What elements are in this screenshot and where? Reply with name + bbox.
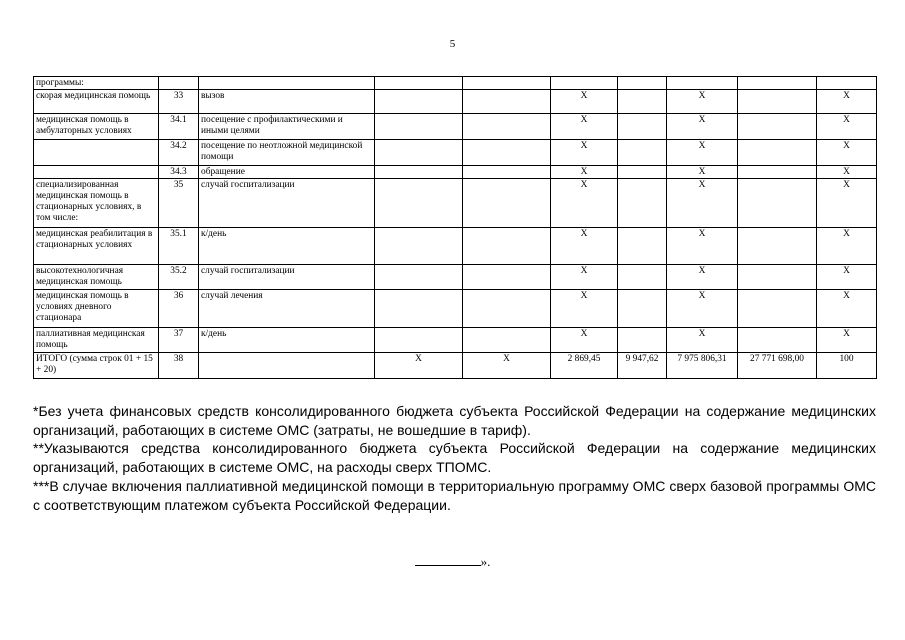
table-cell-v5: X xyxy=(667,166,738,179)
footnotes xyxy=(33,402,876,514)
table-cell-v4 xyxy=(618,140,667,166)
table-cell-unit: обращение xyxy=(199,166,375,179)
table-cell-v2 xyxy=(463,114,551,140)
table-row xyxy=(34,265,877,290)
table-cell-v2 xyxy=(463,166,551,179)
table-cell-v4 xyxy=(618,77,667,90)
table-cell-unit: случай лечения xyxy=(199,290,375,328)
table-cell-v6 xyxy=(738,179,817,228)
table-cell-v3: X xyxy=(551,228,618,265)
table-cell-v7 xyxy=(817,77,877,90)
table-cell-num: 38 xyxy=(159,353,199,379)
table-cell-num: 37 xyxy=(159,328,199,353)
table-cell-v1 xyxy=(375,140,463,166)
table-cell-v4 xyxy=(618,228,667,265)
table-cell-v3 xyxy=(551,77,618,90)
table-cell-v4 xyxy=(618,114,667,140)
table-cell-v5: X xyxy=(667,228,738,265)
table-cell-v7: X xyxy=(817,166,877,179)
table-cell-v2 xyxy=(463,290,551,328)
table-cell-name: медицинская помощь в условиях дневного стационара xyxy=(34,290,159,328)
footnote-3: ***В случае включения паллиативной медицинской помощи в территориальную программу ОМС сверх базовой программы ОМС с соответствующим платежом субъекта Российской Федерации. xyxy=(33,477,876,513)
table-cell-num xyxy=(159,77,199,90)
table-cell-v1 xyxy=(375,77,463,90)
table-cell-v7: X xyxy=(817,140,877,166)
table-row xyxy=(34,290,877,328)
table-cell-v4 xyxy=(618,90,667,114)
table-cell-v3: X xyxy=(551,114,618,140)
table-cell-v4 xyxy=(618,265,667,290)
table-cell-v7: X xyxy=(817,290,877,328)
table-cell-v3: X xyxy=(551,140,618,166)
table-cell-v2: X xyxy=(463,353,551,379)
table-cell-v1 xyxy=(375,228,463,265)
table-row xyxy=(34,90,877,114)
table-row xyxy=(34,353,877,379)
table-cell-v2 xyxy=(463,90,551,114)
signature-underline xyxy=(415,555,481,566)
table-row xyxy=(34,228,877,265)
table-cell-unit: посещение по неотложной медицинской помощи xyxy=(199,140,375,166)
table-cell-v7: X xyxy=(817,179,877,228)
table-cell-num: 35.1 xyxy=(159,228,199,265)
table-row xyxy=(34,179,877,228)
table-cell-unit: случай госпитализации xyxy=(199,265,375,290)
table-cell-v6 xyxy=(738,90,817,114)
table-cell-v6 xyxy=(738,328,817,353)
table-cell-v3: X xyxy=(551,290,618,328)
table-cell-v5: X xyxy=(667,140,738,166)
table-cell-num: 35 xyxy=(159,179,199,228)
table-cell-name: скорая медицинская помощь xyxy=(34,90,159,114)
table-cell-v6 xyxy=(738,114,817,140)
table-cell-unit: посещение с профилактическими и иными целями xyxy=(199,114,375,140)
table-cell-v4: 9 947,62 xyxy=(618,353,667,379)
footnote-1: *Без учета финансовых средств консолидированного бюджета субъекта Российской Федерации на содержание медицинских организаций, работающих в системе ОМС (затраты, не вошедшие в тариф). xyxy=(33,403,876,438)
table-cell-v4 xyxy=(618,328,667,353)
table-cell-v1 xyxy=(375,265,463,290)
table-cell-v7: X xyxy=(817,265,877,290)
table-cell-v1 xyxy=(375,328,463,353)
table-cell-unit: вызов xyxy=(199,90,375,114)
table-cell-v2 xyxy=(463,328,551,353)
closing-quote: ». xyxy=(480,554,491,569)
table-cell-unit xyxy=(199,353,375,379)
table-cell-v2 xyxy=(463,140,551,166)
table-cell-v4 xyxy=(618,290,667,328)
table-cell-v2 xyxy=(463,228,551,265)
table-cell-v2 xyxy=(463,265,551,290)
table-cell-v5: X xyxy=(667,114,738,140)
data-table xyxy=(33,76,877,379)
table-cell-num: 36 xyxy=(159,290,199,328)
table-cell-unit xyxy=(199,77,375,90)
table-cell-unit: случай госпитализации xyxy=(199,179,375,228)
table-cell-v6 xyxy=(738,228,817,265)
table-cell-v2 xyxy=(463,179,551,228)
table-cell-name: медицинская помощь в амбулаторных условиях xyxy=(34,114,159,140)
table-cell-name: высокотехнологичная медицинская помощь xyxy=(34,265,159,290)
table-cell-name xyxy=(34,166,159,179)
table-cell-v5: 7 975 806,31 xyxy=(667,353,738,379)
table-cell-v1 xyxy=(375,114,463,140)
table-cell-v1: X xyxy=(375,353,463,379)
table-cell-num: 34.2 xyxy=(159,140,199,166)
table-cell-num: 34.1 xyxy=(159,114,199,140)
table-cell-v7: X xyxy=(817,114,877,140)
table-cell-v3: 2 869,45 xyxy=(551,353,618,379)
table-cell-v7: 100 xyxy=(817,353,877,379)
table-cell-num: 33 xyxy=(159,90,199,114)
table-cell-unit: к/день xyxy=(199,228,375,265)
table-row xyxy=(34,166,877,179)
table-cell-v5: X xyxy=(667,265,738,290)
footnote-2: **Указываются средства консолидированного бюджета субъекта Российской Федерации на содержание медицинских организаций, работающих в системе ОМС, на расходы сверх ТПОМС. xyxy=(33,440,876,476)
table-row xyxy=(34,77,877,90)
table-cell-v2 xyxy=(463,77,551,90)
table-cell-v1 xyxy=(375,90,463,114)
table-cell-v4 xyxy=(618,166,667,179)
table-cell-v3: X xyxy=(551,179,618,228)
table-cell-name: специализированная медицинская помощь в стационарных условиях, в том числе: xyxy=(34,179,159,228)
table-cell-unit: к/день xyxy=(199,328,375,353)
table-cell-name: программы: xyxy=(34,77,159,90)
table-cell-v6 xyxy=(738,265,817,290)
table-body xyxy=(34,77,877,379)
table-row xyxy=(34,114,877,140)
table-cell-v5: X xyxy=(667,179,738,228)
table-cell-v1 xyxy=(375,166,463,179)
table-cell-v6 xyxy=(738,77,817,90)
table-cell-v1 xyxy=(375,290,463,328)
table-cell-v3: X xyxy=(551,328,618,353)
table-cell-v7: X xyxy=(817,228,877,265)
table-cell-v6 xyxy=(738,290,817,328)
table-cell-v7: X xyxy=(817,328,877,353)
page-number: 5 xyxy=(449,38,456,50)
table-cell-v5 xyxy=(667,77,738,90)
table-cell-name: медицинская реабилитация в стационарных условиях xyxy=(34,228,159,265)
table-row xyxy=(34,328,877,353)
table-cell-v3: X xyxy=(551,265,618,290)
table-cell-name: ИТОГО (сумма строк 01 + 15 + 20) xyxy=(34,353,159,379)
table-cell-v4 xyxy=(618,179,667,228)
table-cell-num: 34.3 xyxy=(159,166,199,179)
table-cell-v5: X xyxy=(667,328,738,353)
table-cell-v1 xyxy=(375,179,463,228)
table-row xyxy=(34,140,877,166)
table-cell-v7: X xyxy=(817,90,877,114)
table-cell-v3: X xyxy=(551,166,618,179)
table-cell-v5: X xyxy=(667,90,738,114)
table-cell-v5: X xyxy=(667,290,738,328)
table-cell-v3: X xyxy=(551,90,618,114)
table-cell-name: паллиативная медицинская помощь xyxy=(34,328,159,353)
table-cell-num: 35.2 xyxy=(159,265,199,290)
closing-line xyxy=(0,554,905,570)
table-cell-v6 xyxy=(738,166,817,179)
table-cell-v6 xyxy=(738,140,817,166)
table-cell-name xyxy=(34,140,159,166)
table-cell-v6: 27 771 698,00 xyxy=(738,353,817,379)
